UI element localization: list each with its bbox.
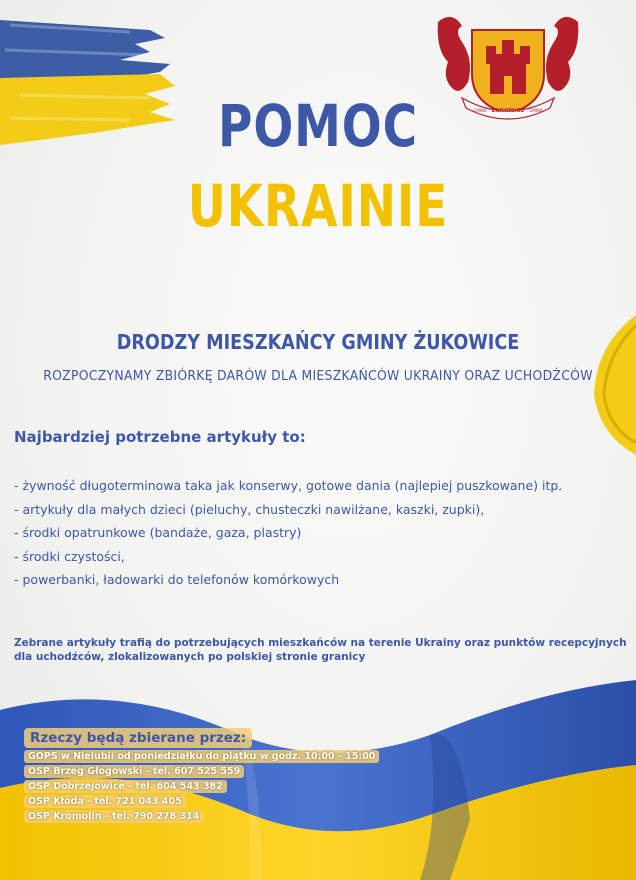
list-item: - żywność długoterminowa taka jak konserwy, gotowe dania (najlepiej puszkowane) itp.	[14, 478, 563, 493]
note-line-2: dla uchodźców, zlokalizowanych po polskiej stronie granicy	[14, 651, 366, 663]
collection-row: OSP Brzeg Głogowski - tel. 607 525 559	[24, 765, 244, 778]
ukraine-flag-wave	[0, 560, 636, 880]
needed-items-title: Najbardziej potrzebne artykuły to:	[14, 428, 306, 446]
title-ukrainie: UKRAINIE	[187, 172, 449, 240]
list-item: - środki opatrunkowe (bandaże, gaza, plastry)	[14, 525, 302, 540]
list-item: - powerbanki, ładowarki do telefonów komórkowych	[14, 572, 340, 587]
main-heading: DRODZY MIESZKAŃCY GMINY ŻUKOWICE	[116, 330, 520, 354]
collection-points	[24, 727, 379, 823]
collection-title: Rzeczy będą zbierane przez:	[24, 728, 252, 748]
list-item: - artykuły dla małych dzieci (pieluchy, chusteczki nawilżane, kaszki, zupki),	[14, 501, 485, 517]
collection-row: GOPS w Nielubii od poniedziałku do piątku w godz. 10:00 - 15:00	[24, 750, 379, 763]
collection-row: OSP Kromolin - tel. 790 278 314	[24, 810, 203, 823]
crest-ribbon-left: GMINA	[473, 108, 487, 113]
note-line-1: Zebrane artykuły trafią do potrzebujących mieszkańców na terenie Ukrainy oraz punktów recepcyjnych	[14, 637, 627, 649]
subheading: ROZPOCZYNAMY ZBIÓRKĘ DARÓW DLA MIESZKAŃCÓW UKRAINY ORAZ UCHODŹCÓW	[43, 368, 593, 384]
collection-row: OSP Dobrzejowice - tel. 604 543 382	[24, 780, 227, 793]
crest-ribbon-center: ŻUKOWICE	[491, 108, 525, 114]
title-pomoc: POMOC	[218, 92, 418, 160]
collection-row: OSP Kłoda - tel. 721 043 405	[24, 795, 186, 808]
crest-ribbon-right: GMINA	[529, 108, 543, 113]
list-item: - środki czystości,	[14, 548, 125, 564]
